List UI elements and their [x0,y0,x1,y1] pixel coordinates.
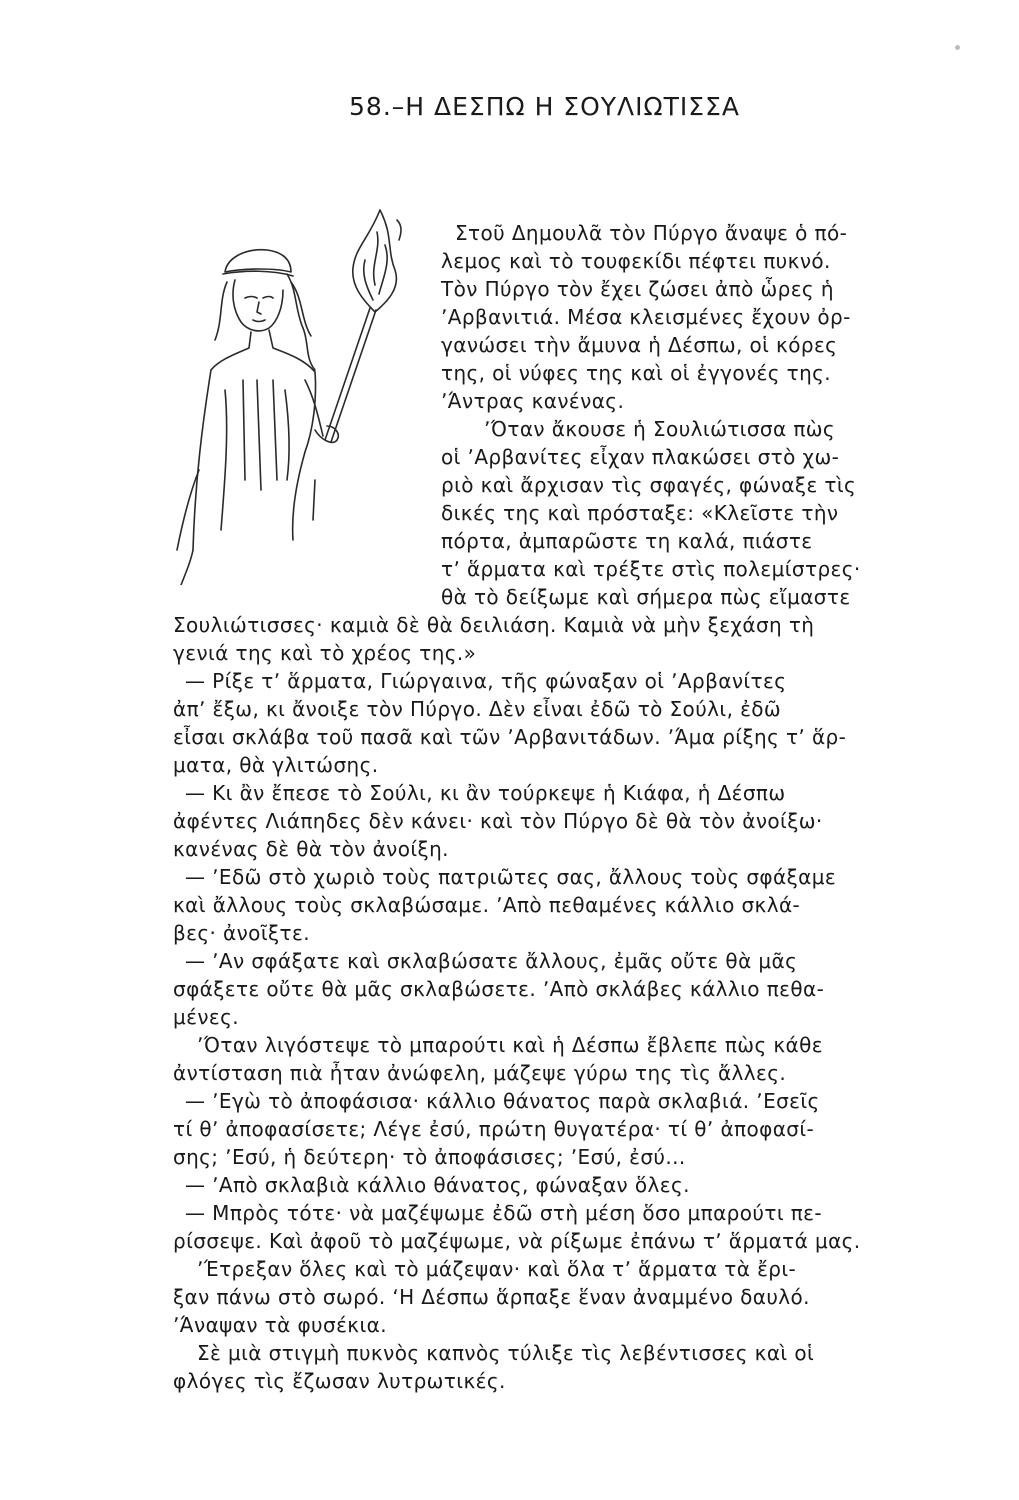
text-line: κανένας δὲ θὰ τὸν ἀνοίξη. [173,837,449,861]
text-line: μένες. [173,1005,240,1029]
text-line: εἶσαι σκλάβα τοῦ πασᾶ καὶ τῶν ʼΑρβανιτάδων. ʼΆμα ρίξης τʼ ἅρ- [173,725,847,749]
text-line: σφάξετε οὔτε θὰ μᾶς σκλαβώσετε. ʼΑπὸ σκλάβες κάλλιο πεθα- [173,977,825,1001]
text-line: — Κι ἂν ἔπεσε τὸ Σούλι, κι ἂν τούρκεψε ἡ Κιάφα, ἡ Δέσπω [185,781,786,805]
text-line: καὶ ἄλλους τοὺς σκλαβώσαμε. ʼΑπὸ πεθαμένες κάλλιο σκλά- [173,893,801,917]
text-line: Στοῦ Δημουλᾶ τὸν Πύργο ἄναψε ὁ πό- [455,221,848,245]
text-line: φλόγες τὶς ἔζωσαν λυτρωτικές. [173,1369,506,1393]
text-line: ἀπʼ ἔξω, κι ἄνοιξε τὸν Πύργο. Δὲν εἶναι ἐδῶ τὸ Σούλι, ἐδῶ [173,697,782,721]
text-line: βες· ἀνοῖξτε. [173,921,310,945]
text-line: ʼΆναψαν τὰ φυσέκια. [173,1313,387,1337]
text-line: λεμος καὶ τὸ τουφεκίδι πέφτει πυκνό. [441,249,831,273]
text-line: ριὸ καὶ ἄρχισαν τὶς σφαγές, φώναξε τὶς [441,473,857,497]
text-line: γενιά της καὶ τὸ χρέος της.» [173,641,477,665]
text-line: ʼΑρβανιτιά. Μέσα κλεισμένες ἔχουν ὀρ- [441,305,851,329]
text-line: — ʼΕδῶ στὸ χωριὸ τοὺς πατριῶτες σας, ἄλλους τοὺς σφάξαμε [185,865,837,889]
text-line: γανώσει τὴν ἄμυνα ἡ Δέσπω, οἱ κόρες [441,333,838,357]
text-line: — ʼΑπὸ σκλαβιὰ κάλλιο θάνατος, φώναξαν ὅλες. [185,1173,690,1197]
text-line: Σὲ μιὰ στιγμὴ πυκνὸς καπνὸς τύλιξε τὶς λεβέντισσες καὶ οἱ [197,1341,815,1365]
text-line: — Ρίξε τʼ ἅρματα, Γιώργαινα, τῆς φώναξαν οἱ ʼΑρβανίτες [185,669,787,693]
text-line: ʼΌταν λιγόστεψε τὸ μπαρούτι καὶ ἡ Δέσπω ἔβλεπε πὼς κάθε [197,1033,823,1057]
text-line: — ʼΕγὼ τὸ ἀποφάσισα· κάλλιο θάνατος παρὰ σκλαβιά. ʼΕσεῖς [185,1089,820,1113]
text-line: Σουλιώτισσες· καμιὰ δὲ θὰ δειλιάση. Καμιὰ νὰ μὴν ξεχάση τὴ [173,613,815,637]
text-line: ʼΆντρας κανένας. [441,389,625,413]
text-line: δικές της καὶ πρόσταξε: «Κλεῖστε τὴν [441,501,839,525]
text-line: πόρτα, ἀμπαρῶστε τη καλά, πιάστε [441,529,813,553]
text-line: ξαν πάνω στὸ σωρό. ʻΗ Δέσπω ἅρπαξε ἕναν ἀναμμένο δαυλό. [173,1285,810,1309]
text-line: ματα, θὰ γλιτώσης. [173,753,379,777]
text-line: σης; ʼΕσύ, ἡ δεύτερη· τὸ ἀποφάσισες; ʼΕσύ, ἐσύ... [173,1145,686,1169]
text-line: τί θʼ ἀποφασίσετε; Λέγε ἐσύ, πρώτη θυγατέρα· τί θʼ ἀποφασί- [173,1117,815,1141]
text-line: ἀφέντες Λιάπηδες δὲν κάνει· καὶ τὸν Πύργο δὲ θὰ τὸν ἀνοίξω· [173,809,823,833]
text-line: της, οἱ νύφες της καὶ οἱ ἐγγονές της. [441,361,832,385]
text-line: ʼΈτρεξαν ὅλες καὶ τὸ μάζεψαν· καὶ ὅλα τʼ ἅρματα τὰ ἔρι- [197,1257,797,1281]
page-title: 58.–Η ΔΕΣΠΩ Η ΣΟΥΛΙΩΤΙΣΣΑ [349,92,740,121]
text-line: οἱ ʼΑρβανίτες εἶχαν πλακώσει στὸ χω- [441,445,840,469]
text-line: ἀντίσταση πιὰ ἦταν ἀνώφελη, μάζεψε γύρω της τὶς ἄλλες. [173,1061,787,1085]
text-line: ʼΌταν ἄκουσε ἡ Σουλιώτισσα πὼς [484,417,836,441]
text-line: — ʼΑν σφάξατε καὶ σκλαβώσατε ἄλλους, ἐμᾶς οὔτε θὰ μᾶς [185,949,798,973]
text-line: — Μπρὸς τότε· νὰ μαζέψωμε ἐδῶ στὴ μέση ὅσο μπαρούτι πε- [185,1201,823,1225]
text-line: Τὸν Πύργο τὸν ἔχει ζώσει ἀπὸ ὧρες ἡ [441,277,834,301]
text-line: ρίσσεψε. Καὶ ἀφοῦ τὸ μαζέψωμε, νὰ ρίξωμε ἐπάνω τʼ ἅρματά μας. [173,1229,861,1253]
text-line: θὰ τὸ δείξωμε καὶ σήμερα πὼς εἴμαστε [441,585,851,609]
text-line: τʼ ἅρματα καὶ τρέξτε στὶς πολεμίστρες· [441,557,861,581]
